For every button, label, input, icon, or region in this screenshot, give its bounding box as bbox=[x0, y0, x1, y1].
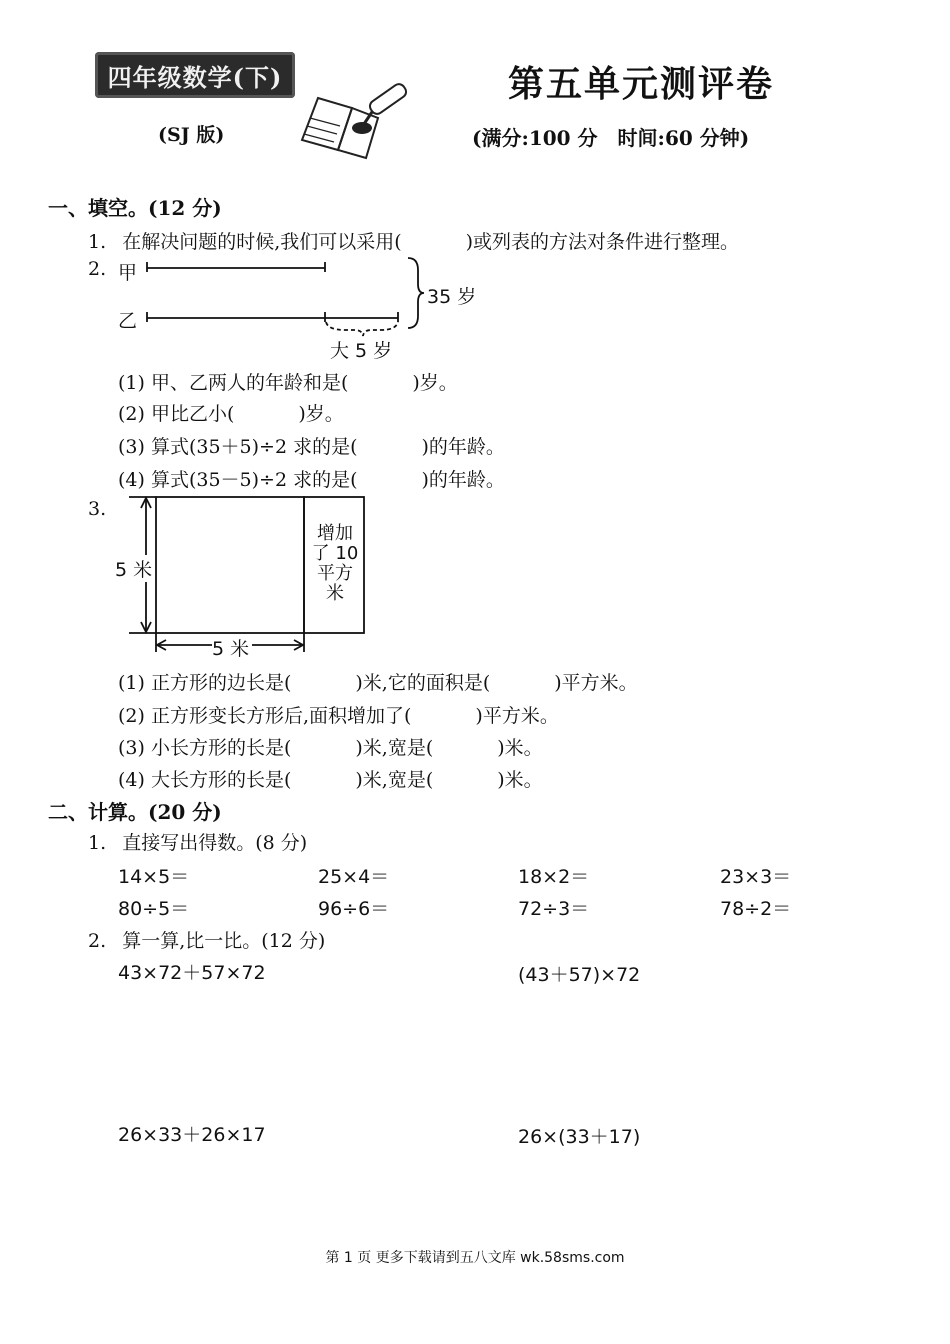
label-yi: 乙 bbox=[118, 310, 138, 332]
difference-label: 大 5 岁 bbox=[330, 340, 393, 362]
label-jia: 甲 bbox=[118, 262, 138, 284]
question-1-2-item-3 bbox=[118, 432, 505, 459]
question-1-3-item-1 bbox=[118, 668, 638, 695]
question-1-2-item-1 bbox=[118, 368, 458, 395]
item-text-mid: )米,宽是( bbox=[355, 737, 434, 759]
item-text-post: )平方米。 bbox=[475, 705, 559, 727]
item-text-post: )岁。 bbox=[298, 403, 344, 425]
book-illustration bbox=[302, 82, 408, 158]
diff-brace bbox=[326, 322, 398, 336]
question-number: 2. bbox=[88, 930, 107, 952]
page-footer: 第 1 页 更多下载请到五八文库 wk.58sms.com bbox=[325, 1250, 625, 1266]
side-length-label: 5 米 bbox=[115, 555, 152, 582]
total-brace bbox=[408, 258, 424, 328]
compare-expression[interactable]: 43×72＋57×72 bbox=[118, 962, 266, 984]
calc-item[interactable]: 18×2＝ bbox=[518, 866, 590, 888]
item-text-pre: (1) 正方形的边长是( bbox=[118, 672, 292, 694]
question-1-3-item-3 bbox=[118, 733, 543, 760]
section-2-heading: 二、计算。(20 分) bbox=[48, 800, 222, 824]
item-text-post: )的年龄。 bbox=[421, 436, 505, 458]
calc-item[interactable]: 80÷5＝ bbox=[118, 898, 190, 920]
question-text: 算一算,比一比。(12 分) bbox=[122, 930, 326, 952]
item-text-post: )米。 bbox=[497, 737, 543, 759]
page-title: 第五单元测评卷 bbox=[508, 63, 775, 105]
item-text-pre: (2) 甲比乙小( bbox=[118, 403, 235, 425]
question-1-3-number: 3. bbox=[88, 498, 107, 520]
question-1-2-item-2 bbox=[118, 399, 344, 426]
calc-item[interactable]: 78÷2＝ bbox=[720, 898, 792, 920]
item-text-pre: (4) 算式(35－5)÷2 求的是( bbox=[118, 469, 358, 491]
compare-expression[interactable]: 26×(33＋17) bbox=[518, 1126, 641, 1148]
question-1-2-item-4 bbox=[118, 465, 505, 492]
square-shape bbox=[156, 497, 304, 633]
question-2-1-title bbox=[88, 828, 307, 855]
item-text-post: )的年龄。 bbox=[421, 469, 505, 491]
question-text: 直接写出得数。(8 分) bbox=[122, 832, 308, 854]
item-text-mid: )米,它的面积是( bbox=[355, 672, 491, 694]
question-2-2-title bbox=[88, 926, 325, 953]
total-age-label: 35 岁 bbox=[427, 286, 477, 308]
question-text-post: )或列表的方法对条件进行整理。 bbox=[465, 231, 740, 253]
grade-badge: 四年级数学(下) bbox=[95, 52, 295, 98]
item-text-pre: (4) 大长方形的长是( bbox=[118, 769, 292, 791]
question-1-2-number: 2. bbox=[88, 258, 107, 280]
calc-item[interactable]: 14×5＝ bbox=[118, 866, 190, 888]
question-1-1 bbox=[88, 227, 739, 254]
item-text-post: )平方米。 bbox=[554, 672, 638, 694]
item-text-pre: (1) 甲、乙两人的年龄和是( bbox=[118, 372, 349, 394]
exam-meta: (满分:100 分 时间:60 分钟) bbox=[472, 126, 750, 150]
item-text-post: )米。 bbox=[497, 769, 543, 791]
compare-expression[interactable]: 26×33＋26×17 bbox=[118, 1124, 266, 1146]
item-text-mid: )米,宽是( bbox=[355, 769, 434, 791]
section-1-heading: 一、填空。(12 分) bbox=[48, 196, 222, 220]
calc-item[interactable]: 96÷6＝ bbox=[318, 898, 390, 920]
item-text-post: )岁。 bbox=[412, 372, 458, 394]
question-number: 1. bbox=[88, 231, 107, 253]
bottom-length-label: 5 米 bbox=[212, 634, 249, 661]
calc-item[interactable]: 23×3＝ bbox=[720, 866, 792, 888]
item-text-pre: (3) 小长方形的长是( bbox=[118, 737, 292, 759]
calc-item[interactable]: 25×4＝ bbox=[318, 866, 390, 888]
question-1-3-item-2 bbox=[118, 701, 559, 728]
item-text-pre: (2) 正方形变长方形后,面积增加了( bbox=[118, 705, 412, 727]
edition-label: (SJ 版) bbox=[158, 124, 225, 146]
compare-expression[interactable]: (43＋57)×72 bbox=[518, 964, 641, 986]
item-text-pre: (3) 算式(35＋5)÷2 求的是( bbox=[118, 436, 358, 458]
question-text-pre: 在解决问题的时候,我们可以采用( bbox=[122, 231, 402, 253]
calc-item[interactable]: 72÷3＝ bbox=[518, 898, 590, 920]
added-area-label: 增加 了 10 平方 米 bbox=[311, 523, 359, 604]
question-1-3-item-4 bbox=[118, 765, 543, 792]
question-number: 1. bbox=[88, 832, 107, 854]
